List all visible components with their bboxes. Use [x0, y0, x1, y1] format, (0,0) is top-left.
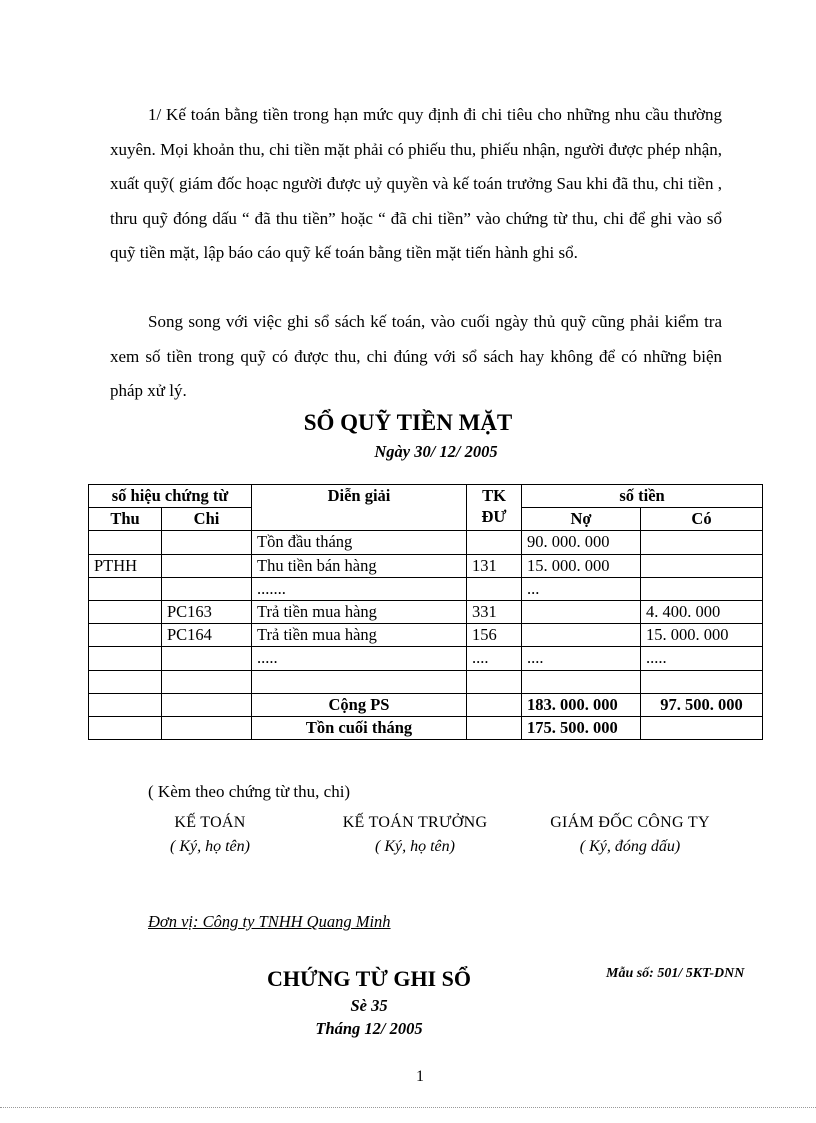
debit-header: Nợ [522, 508, 641, 531]
cell-desc: Tồn đầu tháng [252, 531, 467, 554]
cell-credit [641, 716, 763, 739]
cell-chi [162, 716, 252, 739]
total-row [89, 693, 763, 716]
account-header-line2: ĐƯ [481, 507, 507, 526]
signature-chief-accountant [320, 814, 510, 856]
intro-paragraph-1-text: 1/ Kế toán bằng tiền trong hạn mức quy định đi chi tiêu cho những nhu cầu thường xuyên. Mọi khoản thu, chi tiền mặt phải có phiếu thu, phiếu nhận, người được phép nhận, xuất quỹ( giám đốc hoạc người được uỷ quyền và kế toán trưởng Sau khi đã thu, chi tiền , thru quỹ đóng dấu “ đã thu tiền” hoặc “ đã chi tiền” vào chứng từ thu, chi để ghi vào sổ quỹ tiền mặt, lập báo cáo quỹ kế toán bằng tiền mặt tiến hành ghi sổ. [110, 105, 722, 262]
account-header-line1: TK [482, 486, 506, 505]
cell-tk [467, 531, 522, 554]
cell-tk [467, 670, 522, 693]
thu-header: Thu [89, 508, 162, 531]
table-row [89, 577, 763, 600]
cell-chi [162, 670, 252, 693]
signature-chief-accountant-note: ( Ký, họ tên) [375, 838, 455, 855]
ledger-title: SỔ QUỸ TIỀN MẶT [303, 410, 513, 435]
cell-thu [89, 716, 162, 739]
voucher-number: Sè 35 [350, 996, 388, 1015]
cell-thu [89, 624, 162, 647]
cell-chi [162, 577, 252, 600]
total-debit: 183. 000. 000 [522, 693, 641, 716]
cell-credit [641, 670, 763, 693]
cell-tk: 331 [467, 600, 522, 623]
chi-header: Chi [162, 508, 252, 531]
cell-thu: PTHH [89, 554, 162, 577]
cell-desc: Trả tiền mua hàng [252, 624, 467, 647]
cell-tk [467, 577, 522, 600]
form-code: Mẫu số: 501/ 5KT-DNN [606, 966, 745, 981]
cell-debit [522, 670, 641, 693]
page-number: 1 [416, 1068, 424, 1085]
voucher-month: Tháng 12/ 2005 [315, 1019, 423, 1038]
table-row [89, 554, 763, 577]
cell-debit: ... [522, 577, 641, 600]
unit-name: Đơn vị: Công ty TNHH Quang Minh [148, 912, 391, 931]
cell-thu [89, 531, 162, 554]
closing-label: Tồn cuối tháng [252, 716, 467, 739]
cell-chi: PC164 [162, 624, 252, 647]
cell-tk [467, 716, 522, 739]
signature-accountant-title: KẾ TOÁN [174, 814, 246, 831]
cell-debit [522, 600, 641, 623]
cell-debit: .... [522, 647, 641, 670]
cell-desc: ..... [252, 647, 467, 670]
cell-desc [252, 670, 467, 693]
cell-credit [641, 577, 763, 600]
cell-tk [467, 693, 522, 716]
cell-chi: PC163 [162, 600, 252, 623]
intro-paragraph-2-text: Song song với việc ghi sổ sách kế toán, vào cuối ngày thủ quỹ cũng phải kiểm tra xem số tiền trong quỹ có được thu, chi đúng với sổ sách hay không để có những biện pháp xử lý. [110, 312, 722, 400]
table-row [89, 531, 763, 554]
cell-tk: 156 [467, 624, 522, 647]
cash-ledger-table [88, 484, 763, 740]
cell-desc: Thu tiền bán hàng [252, 554, 467, 577]
cell-thu [89, 577, 162, 600]
ledger-date: Ngày 30/ 12/ 2005 [374, 442, 498, 461]
signature-chief-accountant-title: KẾ TOÁN TRƯỞNG [342, 814, 488, 831]
table-header-row-1 [89, 485, 763, 508]
account-header [467, 485, 522, 531]
signature-director-title: GIÁM ĐỐC CÔNG TY [550, 814, 710, 831]
signature-director-note: ( Ký, đóng dấu) [579, 838, 681, 855]
cell-chi [162, 554, 252, 577]
closing-row [89, 716, 763, 739]
cell-debit: 90. 000. 000 [522, 531, 641, 554]
cell-thu [89, 693, 162, 716]
cell-chi [162, 531, 252, 554]
footer-divider [0, 1107, 816, 1108]
voucher-title: CHỨNG TỪ GHI SỔ [267, 966, 471, 991]
attachment-note: ( Kèm theo chứng từ thu, chi) [148, 782, 351, 801]
description-header: Diễn giải [252, 485, 467, 531]
cell-credit: ..... [641, 647, 763, 670]
table-row [89, 600, 763, 623]
cell-thu [89, 647, 162, 670]
table-row [89, 624, 763, 647]
cell-credit: 4. 400. 000 [641, 600, 763, 623]
voucher-number-header: số hiệu chứng từ [89, 485, 252, 508]
cell-thu [89, 600, 162, 623]
signature-accountant [130, 814, 290, 856]
total-label: Cộng PS [252, 693, 467, 716]
amount-header: số tiền [522, 485, 763, 508]
table-row [89, 670, 763, 693]
cell-chi [162, 647, 252, 670]
signature-accountant-note: ( Ký, họ tên) [170, 838, 250, 855]
total-credit: 97. 500. 000 [641, 693, 763, 716]
cell-thu [89, 670, 162, 693]
signature-director [530, 814, 730, 856]
cell-tk: .... [467, 647, 522, 670]
cell-chi [162, 693, 252, 716]
cell-debit [522, 624, 641, 647]
cell-tk: 131 [467, 554, 522, 577]
closing-debit: 175. 500. 000 [522, 716, 641, 739]
cell-credit [641, 531, 763, 554]
cell-credit [641, 554, 763, 577]
intro-paragraph-1 [110, 98, 722, 271]
cell-desc: ....... [252, 577, 467, 600]
cell-desc: Trả tiền mua hàng [252, 600, 467, 623]
table-row [89, 647, 763, 670]
cell-debit: 15. 000. 000 [522, 554, 641, 577]
credit-header: Có [641, 508, 763, 531]
cell-credit: 15. 000. 000 [641, 624, 763, 647]
intro-paragraph-2 [110, 305, 722, 409]
